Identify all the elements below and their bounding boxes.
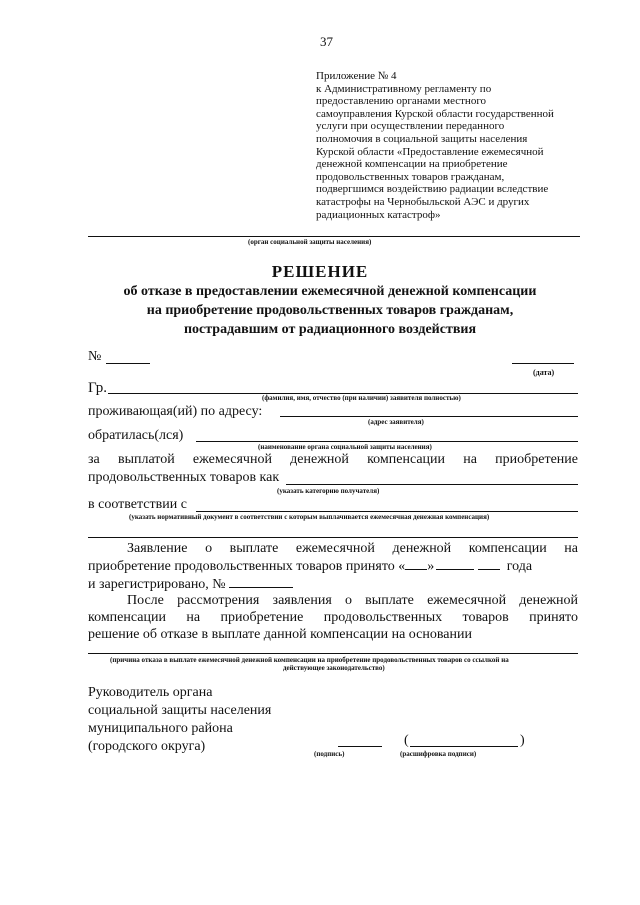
statement-line-2-text: приобретение продовольственных товаров принято «	[88, 559, 406, 574]
accordance-extra-line[interactable]	[88, 537, 578, 538]
appendix-line: Курской области «Предоставление ежемесячной	[316, 145, 544, 158]
applied-field-line[interactable]	[196, 441, 578, 442]
signatory-line: муниципального района	[88, 721, 233, 736]
appendix-block	[316, 70, 596, 221]
decoding-close-paren: )	[520, 733, 525, 748]
address-label: проживающая(ий) по адресу:	[88, 404, 263, 419]
category-caption: (указать категорию получателя)	[277, 487, 380, 495]
payment-line-2: продовольственных товаров как	[88, 470, 280, 485]
registered-label: и зарегистрировано, №	[88, 577, 226, 592]
signatory-block	[88, 684, 271, 756]
document-subtitle	[100, 282, 560, 339]
category-field-line[interactable]	[286, 484, 578, 485]
subtitle-line: на приобретение продовольственных товаров гражданам,	[146, 303, 514, 318]
decoding-open-paren: (	[404, 733, 409, 748]
accordance-label: в соответствии с	[88, 497, 187, 512]
statement-quote-close: »	[427, 559, 435, 574]
address-field-line[interactable]	[280, 416, 578, 417]
year-field[interactable]	[478, 568, 500, 570]
signatory-line: социальной защиты населения	[88, 703, 272, 718]
number-field-line[interactable]	[106, 363, 150, 364]
payment-line-1: за выплатой ежемесячной денежной компенсации на приобретение	[88, 452, 578, 467]
appendix-line: предоставлению органами местного	[316, 95, 487, 108]
appendix-line: самоуправления Курской области государственной	[316, 107, 554, 120]
appendix-line: подвергшимся воздействию радиации вследствие	[316, 183, 549, 196]
signature-caption: (подпись)	[314, 750, 345, 758]
reason-caption-line-2: действующее законодательство)	[283, 664, 385, 672]
date-field-line[interactable]	[512, 363, 574, 364]
number-label: №	[88, 349, 102, 364]
applied-label: обратилась(лся)	[88, 428, 184, 443]
subtitle-line: пострадавшим от радиационного воздействия	[183, 322, 477, 337]
review-line-1: После рассмотрения заявления о выплате ежемесячной денежной	[127, 593, 578, 608]
accordance-caption: (указать нормативный документ в соответствии с которым выплачивается ежемесячная денежная компенсация)	[129, 513, 490, 521]
month-field[interactable]	[436, 568, 474, 570]
subtitle-line: об отказе в предоставлении ежемесячной денежной компенсации	[123, 284, 537, 299]
appendix-line: катастрофы на Чернобыльской АЭС и других	[316, 195, 530, 208]
statement-year-word: года	[506, 559, 533, 574]
review-line-2: компенсации на приобретение продовольственных товаров принято	[88, 610, 578, 625]
appendix-line: денежной компенсации на приобретение	[316, 158, 508, 171]
reason-field-line[interactable]	[88, 653, 578, 654]
organ-caption: (орган социальной защиты населения)	[248, 238, 372, 246]
appendix-line: продовольственных товаров гражданам,	[316, 170, 505, 183]
appendix-line: услуги при осуществлении переданного	[316, 120, 505, 133]
date-caption: (дата)	[533, 368, 555, 377]
citizen-label: Гр.	[88, 380, 107, 396]
day-field[interactable]	[405, 568, 427, 570]
accordance-field-line[interactable]	[196, 511, 578, 512]
applied-caption: (наименование органа социальной защиты населения)	[258, 443, 432, 451]
appendix-line: полномочия в социальной защиты населения	[316, 132, 528, 145]
registration-number-field[interactable]	[229, 586, 293, 588]
signatory-line: Руководитель органа	[88, 685, 213, 700]
appendix-line: радиационных катастроф»	[316, 208, 441, 221]
statement-line-1: Заявление о выплате ежемесячной денежной компенсации на	[127, 541, 578, 556]
address-caption: (адрес заявителя)	[368, 418, 424, 426]
citizen-caption: (фамилия, имя, отчество (при наличии) заявителя полностью)	[262, 394, 461, 402]
decoding-caption: (расшифровка подписи)	[400, 750, 477, 758]
statement-line-3	[88, 577, 293, 593]
appendix-line: к Административному регламенту по	[316, 82, 492, 95]
document-title: РЕШЕНИЕ	[271, 262, 369, 281]
organ-field-line[interactable]	[88, 236, 580, 237]
reason-caption-line-1: (причина отказа в выплате ежемесячной денежной компенсации на приобретение продовольственных товаров со ссылкой на	[110, 656, 509, 664]
signature-field-line[interactable]	[338, 746, 382, 747]
statement-line-2	[88, 559, 532, 575]
signatory-line: (городского округа)	[88, 739, 206, 754]
review-line-3: решение об отказе в выплате данной компенсации на основании	[88, 627, 472, 642]
page-number: 37	[320, 34, 333, 49]
decoding-field-line[interactable]	[410, 746, 518, 747]
appendix-line: Приложение № 4	[316, 70, 397, 82]
